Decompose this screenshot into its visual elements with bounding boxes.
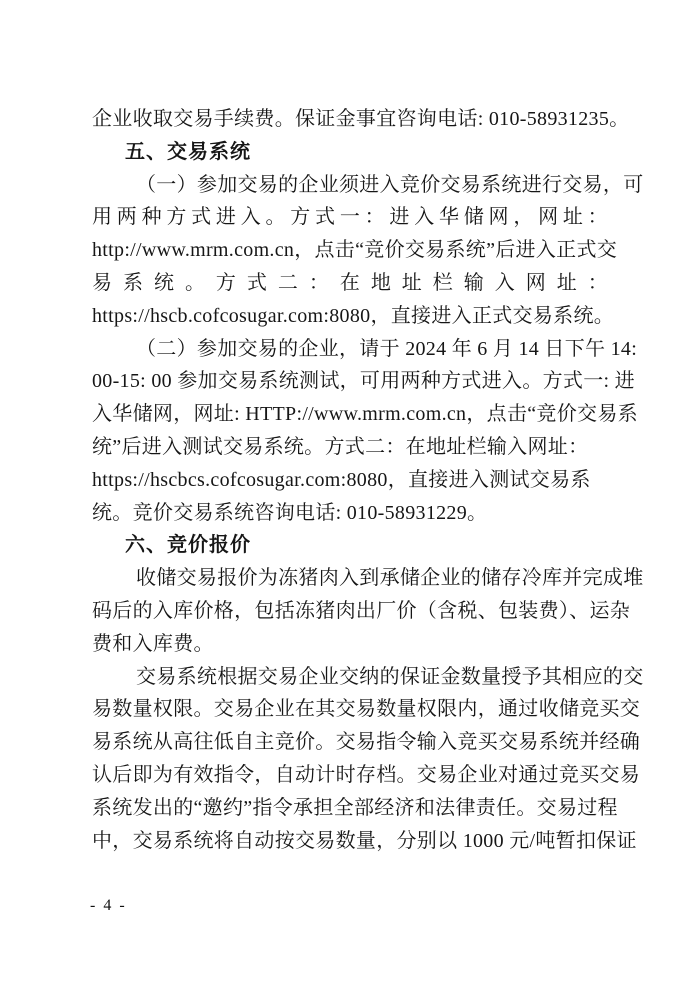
text-line: 入华储网，网址: HTTP://www.mrm.com.cn，点击“竞价交易系	[92, 403, 638, 426]
section-heading: 六、竞价报价	[125, 534, 251, 557]
text-line: https://hscbcs.cofcosugar.com:8080，直接进入测试交易系	[92, 468, 591, 491]
text-line: 中，交易系统将自动按交易数量，分别以 1000 元/吨暂扣保证	[92, 829, 637, 852]
text-line: 00-15: 00 参加交易系统测试，可用两种方式进入。方式一: 进	[92, 370, 635, 393]
text-line: 统”后进入测试交易系统。方式二：在地址栏输入网址：	[92, 435, 589, 458]
text-line: 易系统从高往低自主竞价。交易指令输入竞买交易系统并经确	[92, 731, 641, 754]
text-line: （一）参加交易的企业须进入竞价交易系统进行交易，可	[136, 173, 644, 196]
text-line: 交易系统根据交易企业交纳的保证金数量授予其相应的交	[136, 665, 644, 688]
text-line: 收储交易报价为冻猪肉入到承储企业的储存冷库并完成堆	[136, 567, 644, 590]
text-line: 用两种方式进入。方式一：进入华储网，网址：	[92, 206, 608, 229]
text-line: 统。竞价交易系统咨询电话: 010-58931229。	[92, 501, 488, 524]
text-line: 认后即为有效指令，自动计时存档。交易企业对通过竞买交易	[92, 763, 641, 786]
page-number: - 4 -	[90, 897, 127, 914]
text-line: https://hscb.cofcosugar.com:8080，直接进入正式交易系统。	[92, 304, 615, 327]
document-body	[92, 103, 644, 857]
text-line: 码后的入库价格，包括冻猪肉出厂价（含税、包装费）、运杂	[92, 599, 631, 622]
text-line: 易数量权限。交易企业在其交易数量权限内，通过收储竞买交	[92, 698, 641, 721]
text-line: http://www.mrm.com.cn，点击“竞价交易系统”后进入正式交	[92, 239, 618, 262]
text-line: （二）参加交易的企业，请于 2024 年 6 月 14 日下午 14:	[136, 337, 638, 360]
text-line: 费和入库费。	[92, 632, 214, 655]
text-line: 系统发出的“邀约”指令承担全部经济和法律责任。交易过程	[92, 796, 618, 819]
section-heading: 五、交易系统	[125, 140, 251, 163]
text-line: 易系统。方式二：在地址栏输入网址：	[92, 271, 608, 294]
text-line: 企业收取交易手续费。保证金事宜咨询电话: 010-58931235。	[92, 108, 630, 130]
